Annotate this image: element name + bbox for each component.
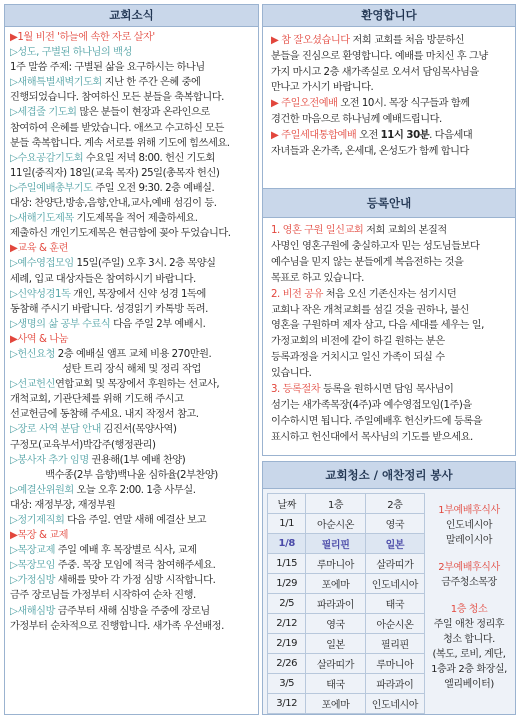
item-triangle-icon: ▷ [10, 379, 18, 391]
schedule-team: 필리핀 [306, 534, 365, 554]
schedule-team: 루마니아 [365, 654, 424, 674]
info-segment: 2. 비전 공유 [271, 288, 323, 300]
news-line [10, 105, 253, 120]
side-note: 청소 합니다. [443, 634, 495, 645]
schedule-row [268, 554, 425, 574]
info-segment: 섬기는 새가족목장(4주)과 예수영접모임(1주)을 [271, 399, 472, 411]
item-text: 선교헌금에 동참해 주세요. 내지 작정서 참고. [10, 409, 199, 421]
info-line [271, 96, 507, 112]
item-label: 주일예배총부기도 [17, 182, 93, 194]
info-segment: 오전 10시. 목장 식구들과 함께 [337, 98, 470, 110]
item-text: 새해를 맞아 각 가정 심방 시작합니다. [54, 575, 216, 587]
schedule-team: 태국 [306, 674, 365, 694]
info-segment: 등록과정을 거치시고 일신 가족이 되실 수 [271, 352, 445, 364]
item-label: 새해특별새벽기도회 [17, 77, 102, 89]
item-label: 장로 사역 분담 안내 [17, 424, 101, 436]
info-line [271, 271, 507, 287]
schedule-team: 아순시온 [365, 614, 424, 634]
item-triangle-icon: ▷ [10, 288, 18, 300]
item-triangle-icon: ▷ [10, 454, 18, 466]
news-line [10, 256, 253, 271]
news-line [10, 30, 253, 45]
schedule-row [268, 574, 425, 594]
info-line [271, 303, 507, 319]
info-segment: 교회나 작은 개척교회를 섬길 것을 권하나, 불신 [271, 304, 469, 316]
item-triangle-icon: ▷ [10, 515, 18, 526]
item-label: 새해기도제목 [17, 213, 74, 225]
news-line [10, 619, 253, 634]
side-note: 1층 청소 [450, 604, 488, 615]
info-line [271, 239, 507, 255]
news-line [10, 166, 253, 181]
cleaning-title: 교회청소 / 애찬정리 봉사 [263, 462, 515, 489]
info-segment: 자녀들과 온가족, 온세대, 온성도가 함께 합니다 [271, 145, 469, 157]
schedule-header-cell: 1층 [306, 494, 365, 514]
item-label: 정기제직회 [17, 515, 65, 526]
info-line [271, 33, 507, 49]
schedule-date: 1/15 [268, 554, 306, 574]
news-line [10, 317, 253, 332]
schedule-team: 영국 [365, 514, 424, 534]
info-segment: 분들을 진심으로 환영합니다. 예배를 마치신 후 그냥 [271, 50, 488, 62]
section-arrow-icon: ▶ [10, 32, 18, 43]
item-triangle-icon: ▷ [10, 318, 18, 330]
info-segment: ▶ 주일오전예배 [271, 98, 338, 110]
item-text: 백수종(2부 음향)백나윤 심하율(2부찬양) [45, 469, 218, 481]
item-triangle-icon: ▷ [10, 107, 18, 119]
info-line [271, 112, 507, 128]
schedule-header-cell: 2층 [365, 494, 424, 514]
schedule-team: 포에마 [306, 694, 365, 714]
item-text: 진행되었습니다. 참여하신 모든 분들을 축복합니다. [10, 92, 224, 104]
item-text: 주중. 목장 모임에 적극 참여해주세요. [54, 560, 216, 572]
schedule-date: 3/5 [268, 674, 306, 694]
info-line [271, 49, 507, 65]
news-line [10, 181, 253, 196]
side-note: 엘리베이터) [444, 679, 494, 690]
info-segment: 11시 30분 [380, 129, 430, 141]
info-segment: 등록을 원하시면 담임 목사님이 [320, 384, 454, 396]
welcome-panel [262, 4, 516, 192]
item-triangle-icon: ▷ [10, 47, 18, 59]
section-arrow-icon: ▶ [10, 333, 18, 345]
news-line [10, 407, 253, 422]
info-segment: 경건한 마음으로 하나님께 예배드립니다. [271, 113, 442, 125]
item-text: 1주 말씀 주제: 구별된 삶을 요구하시는 하나님 [10, 62, 205, 74]
info-segment: 이수하시면 됩니다. 주일예배후 헌신카드에 등록을 [271, 415, 483, 427]
schedule-team: 태국 [365, 594, 424, 614]
info-segment: ▶ 참 잘오셨습니다 [271, 35, 350, 46]
news-line [10, 241, 253, 256]
item-text: 대상: 찬양단,방송,음향,안내,교사,예배 섬김이 등. [10, 198, 217, 210]
info-line [271, 382, 507, 398]
news-line [10, 588, 253, 603]
schedule-date: 2/12 [268, 614, 306, 634]
news-line [10, 332, 253, 347]
section-heading: 사역 & 나눔 [17, 333, 69, 345]
info-line [271, 366, 507, 382]
schedule-team: 인도네시아 [365, 694, 424, 714]
schedule-date: 1/1 [268, 514, 306, 534]
item-text: 11일(중직자) 18일(교육 목자) 25일(총목자 헌신) [10, 167, 220, 179]
item-text: 연합교회 및 목장에서 후원하는 선교사, [54, 379, 220, 391]
item-text: 구정모(교육부서)박갑주(행정관리) [10, 439, 156, 451]
info-line [271, 144, 507, 160]
item-text: 동참해 주시기 바랍니다. 성경읽기 카톡방 독려. [10, 303, 208, 315]
cleaning-schedule-table [267, 493, 425, 714]
item-text: 주일 오전 9:30. 2층 예배실. [92, 182, 215, 194]
info-line [271, 350, 507, 366]
news-line [10, 513, 253, 528]
news-line [10, 151, 253, 166]
news-line [10, 392, 253, 407]
info-segment: 저희 교회의 본질적 [363, 225, 447, 236]
news-line [10, 498, 253, 513]
info-segment: 1. 영혼 구원 일신교회 [271, 225, 364, 236]
item-text: 15일(주일) 오후 3시. 2층 목양실 [73, 258, 216, 270]
news-line [10, 604, 253, 619]
schedule-team: 루마니아 [306, 554, 365, 574]
info-segment: 만나고 가시기 바랍니다. [271, 82, 374, 94]
news-line [10, 302, 253, 317]
schedule-team: 필리핀 [365, 634, 424, 654]
registration-body [263, 218, 515, 451]
news-line [10, 543, 253, 558]
schedule-row [268, 614, 425, 634]
church-news-panel [4, 4, 259, 715]
schedule-row [268, 674, 425, 694]
item-label: 예수영접모임 [17, 258, 74, 270]
item-text: 권용해(1부 예배 찬양) [88, 454, 186, 466]
item-triangle-icon: ▷ [10, 348, 18, 360]
info-line [271, 430, 507, 446]
item-triangle-icon: ▷ [10, 605, 18, 617]
item-text: 개척교회, 기관단체를 위해 기도해 주시고 [10, 394, 184, 406]
item-label: 수요공감기도회 [17, 152, 84, 164]
news-line [10, 347, 253, 362]
item-label: 헌신요청 [17, 348, 55, 360]
item-label: 가정심방 [17, 575, 55, 587]
side-note: (복도, 로비, 계단, [432, 649, 506, 660]
side-note: 주일 애찬 정리후 [433, 619, 505, 630]
news-line [10, 362, 253, 377]
item-text: 세례, 입교 대상자들은 참여하시기 바랍니다. [10, 273, 196, 285]
info-segment: ▶ 주일세대통합예배 [271, 129, 357, 141]
side-note: 2부예배후식사 [438, 562, 500, 573]
item-text: 참여하여 은혜를 받았습니다. 애쓰고 수고하신 모든 [10, 122, 224, 134]
item-text: 기도제목을 적어 제출하세요. [73, 213, 198, 225]
info-line [271, 398, 507, 414]
news-line [10, 483, 253, 498]
schedule-team: 파라과이 [365, 674, 424, 694]
info-segment: 오전 [356, 129, 381, 141]
info-segment: 영혼을 구원하며 제자 삼고, 다음 세대를 세우는 일, [271, 320, 484, 332]
item-text: 다음 주일. 연말 새해 예결산 보고 [64, 515, 206, 526]
news-line [10, 75, 253, 90]
news-line [10, 211, 253, 226]
item-text: 많은 분들이 현장과 온라인으로 [76, 107, 210, 119]
side-note: 인도네시아 [445, 520, 493, 531]
schedule-team: 포에마 [306, 574, 365, 594]
news-line [10, 121, 253, 136]
item-label: 신약성경1독 [17, 288, 71, 300]
church-news-title: 교회소식 [5, 5, 258, 27]
item-text: 2층 예배실 앰프 교체 비용 270만원. [54, 348, 212, 360]
item-text: 분들 축복합니다. 계속 서로를 위해 기도에 힘쓰세요. [10, 137, 230, 149]
section-arrow-icon: ▶ [10, 243, 18, 255]
info-line [271, 65, 507, 81]
news-line [10, 272, 253, 287]
info-segment: 가지 마시고 2층 새가족실로 오셔서 담임목사님을 [271, 66, 479, 78]
info-segment: 사명인 영혼구원에 충실하고자 믿는 성도님들보다 [271, 240, 480, 252]
news-line [10, 377, 253, 392]
item-triangle-icon: ▷ [10, 424, 18, 436]
schedule-team: 일본 [306, 634, 365, 654]
info-line [271, 318, 507, 334]
item-triangle-icon: ▷ [10, 560, 18, 572]
info-segment: 3. 등록절차 [271, 384, 321, 396]
news-line [10, 136, 253, 151]
item-text: 제출하신 개인기도제목은 현금함에 꽂아 두었습니다. [10, 228, 231, 240]
item-text: 김진서(목양사역) [100, 424, 177, 436]
item-label: 새해심방 [17, 605, 55, 617]
item-text: 금주부터 새해 심방을 주중에 장로님 [54, 605, 210, 617]
section-heading: 교육 & 훈련 [17, 243, 69, 255]
schedule-team: 살라띠가 [306, 654, 365, 674]
registration-title: 등록안내 [263, 189, 515, 218]
item-label: 생명의 삶 공부 수료식 [17, 318, 111, 330]
info-segment: 목표로 하고 있습니다. [271, 272, 364, 284]
item-text: 다음 주일 2부 예배시. [110, 318, 206, 330]
item-label: 선교헌신 [17, 379, 55, 391]
info-line [271, 255, 507, 271]
side-note: 1부예배후식사 [438, 505, 500, 516]
schedule-row [268, 514, 425, 534]
section-heading: 목장 & 교제 [17, 530, 69, 542]
schedule-row [268, 594, 425, 614]
item-text: 가정부터 순차적으로 진행합니다. 새가족 우선배정. [10, 620, 224, 632]
item-text: 주일 예배 후 목장별로 식사, 교제 [54, 545, 197, 557]
item-triangle-icon: ▷ [10, 182, 18, 194]
news-line [10, 573, 253, 588]
side-note: 말레이시아 [445, 535, 493, 546]
schedule-team: 살라띠가 [365, 554, 424, 574]
news-line [10, 287, 253, 302]
side-note: 금주청소목장 [441, 577, 497, 588]
item-triangle-icon: ▷ [10, 575, 18, 587]
church-news-body [5, 27, 258, 637]
schedule-team: 일본 [365, 534, 424, 554]
news-line [10, 422, 253, 437]
news-line [10, 558, 253, 573]
item-triangle-icon: ▷ [10, 213, 18, 225]
item-label: 목장교제 [17, 545, 55, 557]
item-label: 성도, 구별된 하나님의 백성 [17, 47, 132, 59]
item-text: 대상: 재정부장, 재정부원 [10, 499, 116, 511]
item-triangle-icon: ▷ [10, 484, 18, 496]
item-text: 금주 장로님들 가정부터 시작하여 순차 진행. [10, 590, 196, 602]
news-line [10, 226, 253, 241]
news-line [10, 438, 253, 453]
item-label: 세겹줄 기도회 [17, 107, 77, 119]
schedule-header-cell: 날짜 [268, 494, 306, 514]
section-arrow-icon: ▶ [10, 530, 18, 542]
schedule-date: 3/12 [268, 694, 306, 714]
info-segment: 가정교회의 비전에 같이 하길 원하는 분은 [271, 336, 445, 348]
info-line [271, 80, 507, 96]
schedule-date: 2/26 [268, 654, 306, 674]
schedule-team: 영국 [306, 614, 365, 634]
news-line [10, 45, 253, 60]
schedule-row [268, 534, 425, 554]
welcome-body [263, 27, 515, 165]
schedule-team: 인도네시아 [365, 574, 424, 594]
info-segment: 있습니다. [271, 368, 312, 380]
item-triangle-icon: ▷ [10, 77, 18, 89]
schedule-team: 파라과이 [306, 594, 365, 614]
schedule-row [268, 654, 425, 674]
schedule-date: 2/19 [268, 634, 306, 654]
news-line [10, 468, 253, 483]
item-text: 성탄 트리 장식 해체 및 정리 작업 [62, 364, 201, 376]
news-line [10, 196, 253, 211]
info-segment: 저희 교회를 처음 방문하신 [349, 35, 465, 46]
info-segment: 처음 오신 기존신자는 섬기시던 [322, 288, 457, 300]
item-label: 예결산위원회 [17, 484, 74, 496]
cleaning-panel [262, 461, 516, 715]
cleaning-side-notes [425, 493, 513, 714]
item-triangle-icon: ▷ [10, 258, 18, 270]
info-line [271, 223, 507, 239]
schedule-row [268, 634, 425, 654]
item-triangle-icon: ▷ [10, 545, 18, 557]
section-heading: 1월 비전 '하늘에 속한 자로 살자' [17, 32, 155, 43]
schedule-team: 아순시온 [306, 514, 365, 534]
info-line [271, 334, 507, 350]
schedule-row [268, 694, 425, 714]
info-line [271, 287, 507, 303]
schedule-header-row [268, 494, 425, 514]
item-label: 봉사자 추가 임명 [17, 454, 89, 466]
item-text: 수요일 저녁 8:00. 헌신 기도회 [83, 152, 215, 164]
item-text: 오늘 오후 2:00. 1층 사무실. [73, 484, 196, 496]
welcome-title: 환영합니다 [263, 5, 515, 27]
side-note: 1층과 2층 화장실, [431, 664, 507, 675]
schedule-date: 1/8 [268, 534, 306, 554]
news-line [10, 90, 253, 105]
info-line [271, 414, 507, 430]
schedule-date: 1/29 [268, 574, 306, 594]
schedule-date: 2/5 [268, 594, 306, 614]
item-text: 지난 한 주간 은혜 중에 [101, 77, 201, 89]
item-text: 개인, 목장에서 신약 성경 1독에 [70, 288, 206, 300]
info-line [271, 128, 507, 144]
item-triangle-icon: ▷ [10, 152, 18, 164]
info-segment: . 다음세대 [429, 129, 473, 141]
news-line [10, 528, 253, 543]
item-label: 목장모임 [17, 560, 55, 572]
news-line [10, 453, 253, 468]
news-line [10, 60, 253, 75]
info-segment: 표시하고 헌신대에서 목사님의 기도를 받으세요. [271, 431, 473, 443]
info-segment: 예수님을 믿지 않는 분들에게 복음전하는 것을 [271, 256, 464, 268]
registration-panel [262, 188, 516, 456]
